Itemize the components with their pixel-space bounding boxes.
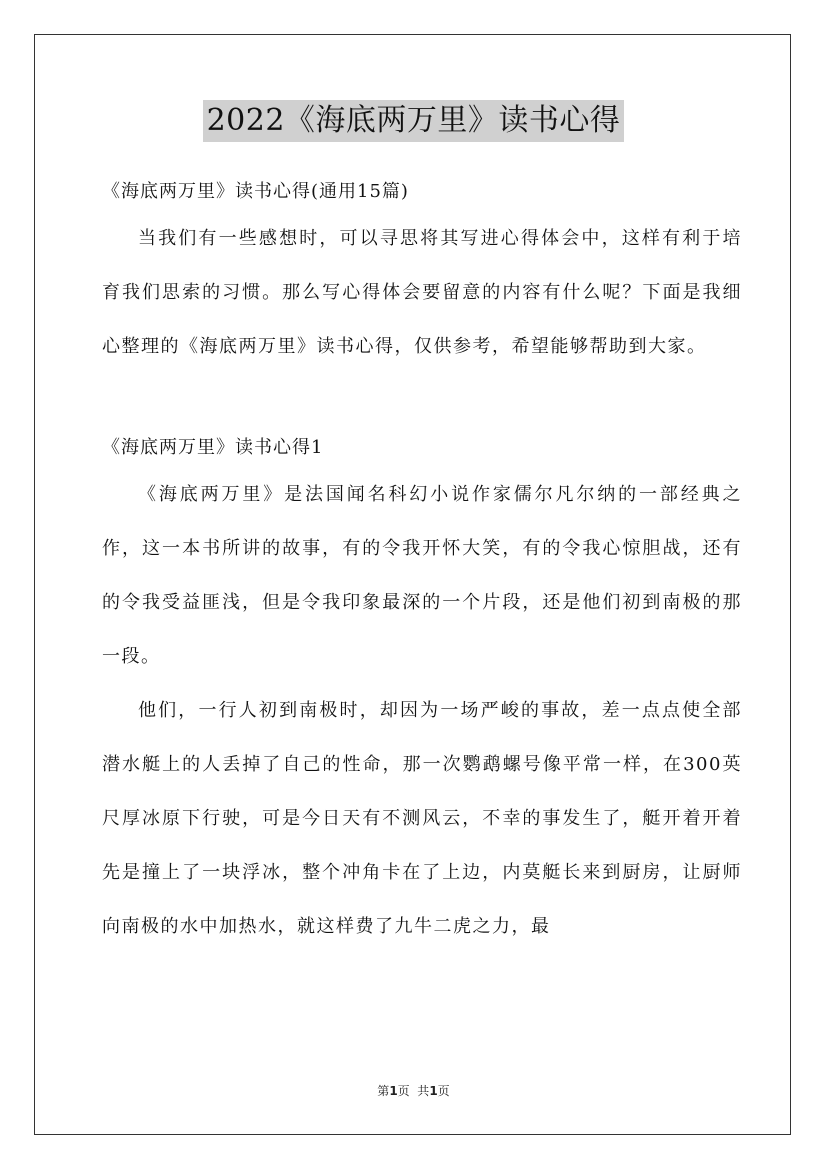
footer-prefix: 第 [377, 1084, 390, 1098]
footer-suffix: 页 [437, 1084, 450, 1098]
page-footer [0, 1082, 827, 1099]
footer-page-number: 1 [389, 1084, 398, 1098]
intro-text: 当我们有一些感想时，可以寻思将其写进心得体会中，这样有利于培育我们思索的习惯。那么写心得体会要留意的内容有什么呢？下面是我细心整理的《海底两万里》读书心得，仅供参考，希望能够帮助到大家。 [102, 228, 742, 357]
title-container [0, 100, 827, 142]
intro-paragraph [102, 212, 742, 374]
document-subtitle: 《海底两万里》读书心得(通用15篇) [102, 181, 409, 202]
document-body [102, 174, 742, 954]
spacer [102, 374, 742, 430]
body-paragraph [102, 684, 742, 954]
section-heading: 《海底两万里》读书心得1 [102, 437, 324, 458]
footer-mid: 页 共 [397, 1084, 430, 1098]
paragraph-text: 《海底两万里》是法国闻名科幻小说作家儒尔凡尔纳的一部经典之作，这一本书所讲的故事，有的令我开怀大笑，有的令我心惊胆战，还有的令我受益匪浅，但是令我印象最深的一个片段，还是他们初到南极的那一段。 [102, 484, 742, 667]
footer-total-pages: 1 [429, 1084, 438, 1098]
document-title: 2022《海底两万里》读书心得 [203, 100, 625, 142]
paragraph-text: 他们，一行人初到南极时，却因为一场严峻的事故，差一点点使全部潜水艇上的人丢掉了自己的性命，那一次鹦鹉螺号像平常一样，在300英尺厚冰原下行驶，可是今日天有不测风云，不幸的事发生了，艇开着开着先是撞上了一块浮冰，整个冲角卡在了上边，内莫艇长来到厨房，让厨师向南极的水中加热水，就这样费了九牛二虎之力，最 [102, 700, 742, 937]
body-paragraph [102, 468, 742, 684]
